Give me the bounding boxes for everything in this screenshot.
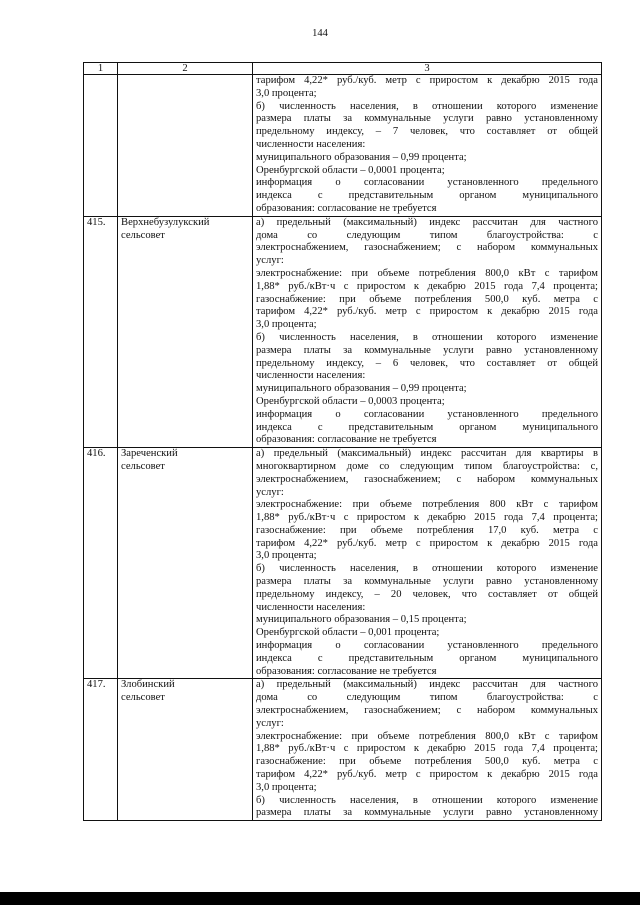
- row-description-cell: [253, 679, 602, 821]
- text-line: информация о согласовании установленного предельного: [256, 640, 598, 652]
- text-line: информация о согласовании установленного предельного: [256, 177, 598, 189]
- text-line: образования: согласование не требуется: [256, 665, 437, 677]
- row-number-cell: 416.: [84, 448, 118, 679]
- row-description-cell: [253, 75, 602, 217]
- settlement-name-line: сельсовет: [121, 229, 165, 241]
- row-number-cell: 415.: [84, 216, 118, 447]
- text-line: а) предельный (максимальный) индекс рассчитан для квартиры в: [256, 448, 598, 460]
- text-line: газоснабжение: при объеме потребления 17,0 куб. метра с: [256, 524, 598, 536]
- table-row-continuation: [84, 75, 602, 217]
- table-row-416: [84, 448, 602, 679]
- row-name-cell: [118, 448, 253, 679]
- text-line: 3,0 процента;: [256, 319, 317, 331]
- row-name-cell: [118, 679, 253, 821]
- text-line: тарифом 4,22* руб./куб. метр с приростом к декабрю 2015 года: [256, 769, 598, 781]
- text-line: численности населения:: [256, 138, 366, 150]
- row-number-cell: [84, 75, 118, 217]
- text-line: образования: согласование не требуется: [256, 434, 437, 446]
- settlement-name-line: Зареченский: [121, 448, 178, 460]
- text-line: Оренбургской области – 0,001 процента;: [256, 627, 440, 639]
- row-name-cell: [118, 216, 253, 447]
- text-line: тарифом 4,22* руб./куб. метр с приростом к декабрю 2015 года: [256, 75, 598, 86]
- text-line: б) численность населения, в отношении которого изменение: [256, 331, 598, 343]
- page-number: 144: [312, 28, 328, 39]
- text-line: предельному индексу, – 7 человек, что составляет от общей: [256, 126, 598, 138]
- text-line: б) численность населения, в отношении которого изменение: [256, 794, 598, 806]
- column-header-name: 2: [118, 63, 253, 75]
- table-header-row: [84, 63, 602, 75]
- text-line: индекса с представительным органом муниципального: [256, 652, 598, 664]
- text-line: информация о согласовании установленного предельного: [256, 408, 598, 420]
- text-line: электроснабжением, газоснабжением; с набором коммунальных: [256, 473, 598, 485]
- settlement-name-line: сельсовет: [121, 460, 165, 472]
- text-line: услуг:: [256, 255, 284, 267]
- scan-bottom-edge: [0, 892, 640, 905]
- text-line: б) численность населения, в отношении которого изменение: [256, 100, 598, 112]
- text-line: 1,88* руб./кВт·ч с приростом к декабрю 2015 года 7,4 процента;: [256, 280, 598, 292]
- text-line: услуг:: [256, 486, 284, 498]
- text-line: 3,0 процента;: [256, 87, 317, 99]
- text-line: 1,88* руб./кВт·ч с приростом к декабрю 2015 года 7,4 процента;: [256, 743, 598, 755]
- text-line: муниципального образования – 0,99 процента;: [256, 151, 467, 163]
- settlement-name-line: Верхнебузулукский: [121, 216, 210, 228]
- column-header-description: 3: [253, 63, 602, 75]
- text-line: численности населения:: [256, 601, 366, 613]
- text-line: предельному индексу, – 20 человек, что составляет от общей: [256, 588, 598, 600]
- text-line: муниципального образования – 0,99 процента;: [256, 383, 467, 395]
- text-line: 3,0 процента;: [256, 550, 317, 562]
- row-name-cell: [118, 75, 253, 217]
- text-line: Оренбургской области – 0,0001 процента;: [256, 164, 445, 176]
- table-row-417: [84, 679, 602, 821]
- row-description-cell: [253, 448, 602, 679]
- text-line: размера платы за коммунальные услуги равно установленному: [256, 344, 598, 356]
- text-line: электроснабжение: при объеме потребления 800,0 кВт с тарифом: [256, 730, 598, 742]
- text-line: индекса с представительным органом муниципального: [256, 190, 598, 202]
- text-line: газоснабжение: при объеме потребления 500,0 куб. метра с: [256, 293, 598, 305]
- indices-table: [83, 62, 602, 821]
- column-header-number: 1: [84, 63, 118, 75]
- table-row-415: [84, 216, 602, 447]
- text-line: дома со следующим типом благоустройства: с: [256, 692, 598, 704]
- text-line: тарифом 4,22* руб./куб. метр с приростом к декабрю 2015 года: [256, 537, 598, 549]
- text-line: электроснабжением, газоснабжением; с набором коммунальных: [256, 705, 598, 717]
- text-line: предельному индексу, – 6 человек, что составляет от общей: [256, 357, 598, 369]
- text-line: индекса с представительным органом муниципального: [256, 421, 598, 433]
- text-line: электроснабжением, газоснабжением; с набором коммунальных: [256, 242, 598, 254]
- row-description-cell: [253, 216, 602, 447]
- text-line: численности населения:: [256, 370, 366, 382]
- text-line: муниципального образования – 0,15 процента;: [256, 614, 467, 626]
- text-line: дома со следующим типом благоустройства: с: [256, 229, 598, 241]
- text-line: размера платы за коммунальные услуги равно установленному: [256, 576, 598, 588]
- row-number-cell: 417.: [84, 679, 118, 821]
- text-line: 1,88* руб./кВт·ч с приростом к декабрю 2015 года 7,4 процента;: [256, 512, 598, 524]
- text-line: многоквартирном доме со следующим типом благоустройства: с,: [256, 460, 598, 472]
- text-line: образования: согласование не требуется: [256, 202, 437, 214]
- settlement-name-line: сельсовет: [121, 692, 165, 704]
- settlement-name-line: Злобинский: [121, 679, 175, 691]
- text-line: б) численность населения, в отношении которого изменение: [256, 563, 598, 575]
- text-line: электроснабжение: при объеме потребления 800,0 кВт с тарифом: [256, 267, 598, 279]
- text-line: размера платы за коммунальные услуги равно установленному: [256, 807, 598, 819]
- text-line: а) предельный (максимальный) индекс рассчитан для частного: [256, 679, 598, 691]
- text-line: тарифом 4,22* руб./куб. метр с приростом к декабрю 2015 года: [256, 306, 598, 318]
- text-line: электроснабжение: при объеме потребления 800 кВт с тарифом: [256, 499, 598, 511]
- text-line: Оренбургской области – 0,0003 процента;: [256, 395, 445, 407]
- text-line: 3,0 процента;: [256, 781, 317, 793]
- text-line: услуг:: [256, 717, 284, 729]
- text-line: газоснабжение: при объеме потребления 500,0 куб. метра с: [256, 756, 598, 768]
- text-line: а) предельный (максимальный) индекс рассчитан для частного: [256, 216, 598, 228]
- text-line: размера платы за коммунальные услуги равно установленному: [256, 113, 598, 125]
